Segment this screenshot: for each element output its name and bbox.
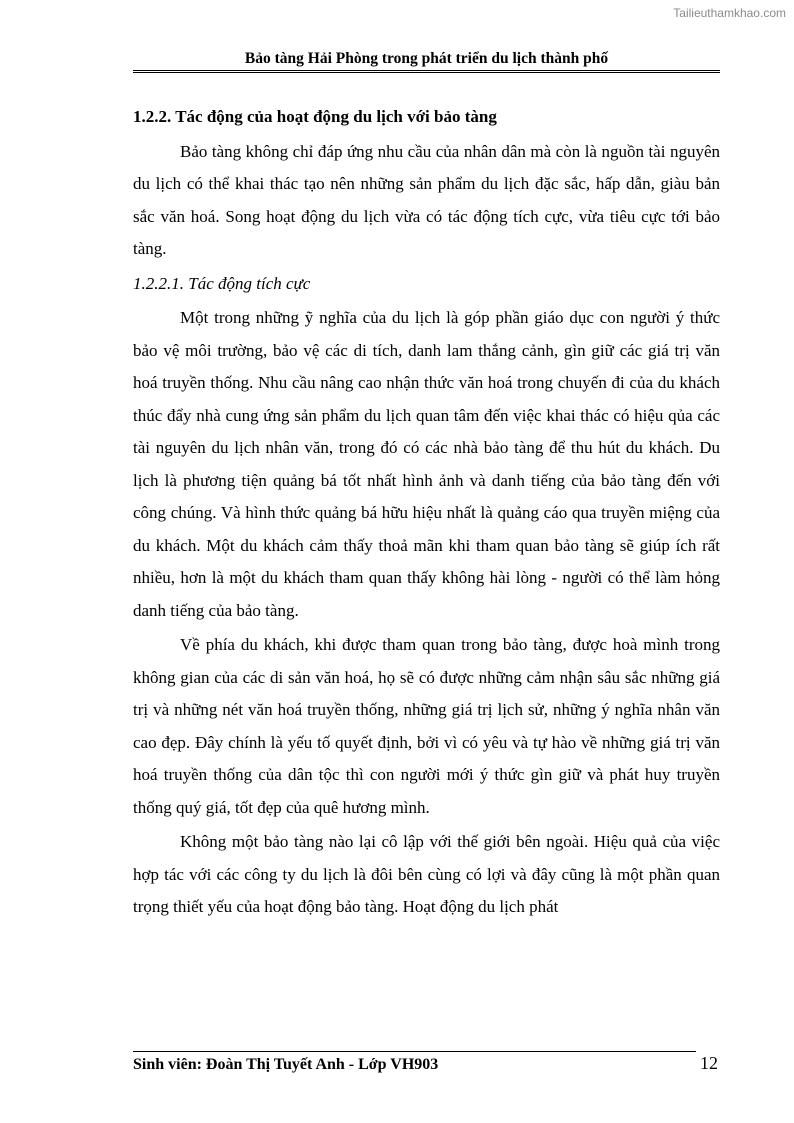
subsection-heading: 1.2.2.1. Tác động tích cực	[133, 273, 311, 293]
body-paragraph: Một trong những ỹ nghĩa của du lịch là góp phần giáo dục con người ý thức bảo vệ môi trường, bảo vệ các di tích, danh lam thắng cảnh, gìn giữ các giá trị văn hoá truyền thống. Nhu cầu nâng cao nhận thức văn hoá trong chuyến đi của du khách thúc đẩy nhà cung ứng sản phẩm du lịch quan tâm đến việc khai thác có hiệu qủa các tài nguyên du lịch nhân văn, trong đó có các nhà bảo tàng để thu hút du khách. Du lịch là phương tiện quảng bá tốt nhất hình ảnh và danh tiếng của bảo tàng đến với công chúng. Và hình thức quảng bá hữu hiệu nhất là quảng cáo qua truyền miệng của du khách. Một du khách cảm thấy thoả mãn khi tham quan bảo tàng sẽ giúp ích rất nhiều, hơn là một du khách tham quan thấy không hài lòng - người có thể làm hỏng danh tiếng của bảo tàng.	[133, 308, 720, 620]
body-paragraph: Không một bảo tàng nào lại cô lập với thế giới bên ngoài. Hiệu quả của việc hợp tác với các công ty du lịch là đôi bên cùng có lợi và đây cũng là một phần quan trọng thiết yếu của hoạt động bảo tàng. Hoạt động du lịch phát	[133, 832, 720, 916]
footer-rule	[133, 1051, 696, 1052]
page-number: 12	[700, 1053, 718, 1073]
body-paragraph: Về phía du khách, khi được tham quan trong bảo tàng, được hoà mình trong không gian của các di sản văn hoá, họ sẽ có được những cảm nhận sâu sắc những giá trị và những nét văn hoá truyền thống, những giá trị lịch sử, những ý nghĩa nhân văn cao đẹp. Đây chính là yếu tố quyết định, bởi vì có yêu và tự hào về những giá trị văn hoá truyền thống của dân tộc thì con người mới ý thức gìn giữ và phát huy truyền thống quý giá, tốt đẹp của quê hương mình.	[133, 635, 720, 817]
footer-author: Sinh viên: Đoàn Thị Tuyết Anh - Lớp VH903	[133, 1056, 439, 1073]
watermark: Tailieuthamkhao.com	[673, 6, 786, 20]
header-rule	[133, 70, 720, 73]
section-heading: 1.2.2. Tác động của hoạt động du lịch với bảo tàng	[133, 107, 497, 126]
section-intro-paragraph: Bảo tàng không chỉ đáp ứng nhu cầu của nhân dân mà còn là nguồn tài nguyên du lịch có thể khai thác tạo nên những sản phẩm du lịch đặc sắc, hấp dẫn, giàu bản sắc văn hoá. Song hoạt động du lịch vừa có tác động tích cực, vừa tiêu cực tới bảo tàng.	[133, 141, 720, 258]
running-header: Bảo tàng Hải Phòng trong phát triển du lịch thành phố	[244, 50, 609, 67]
page-body	[133, 101, 720, 924]
